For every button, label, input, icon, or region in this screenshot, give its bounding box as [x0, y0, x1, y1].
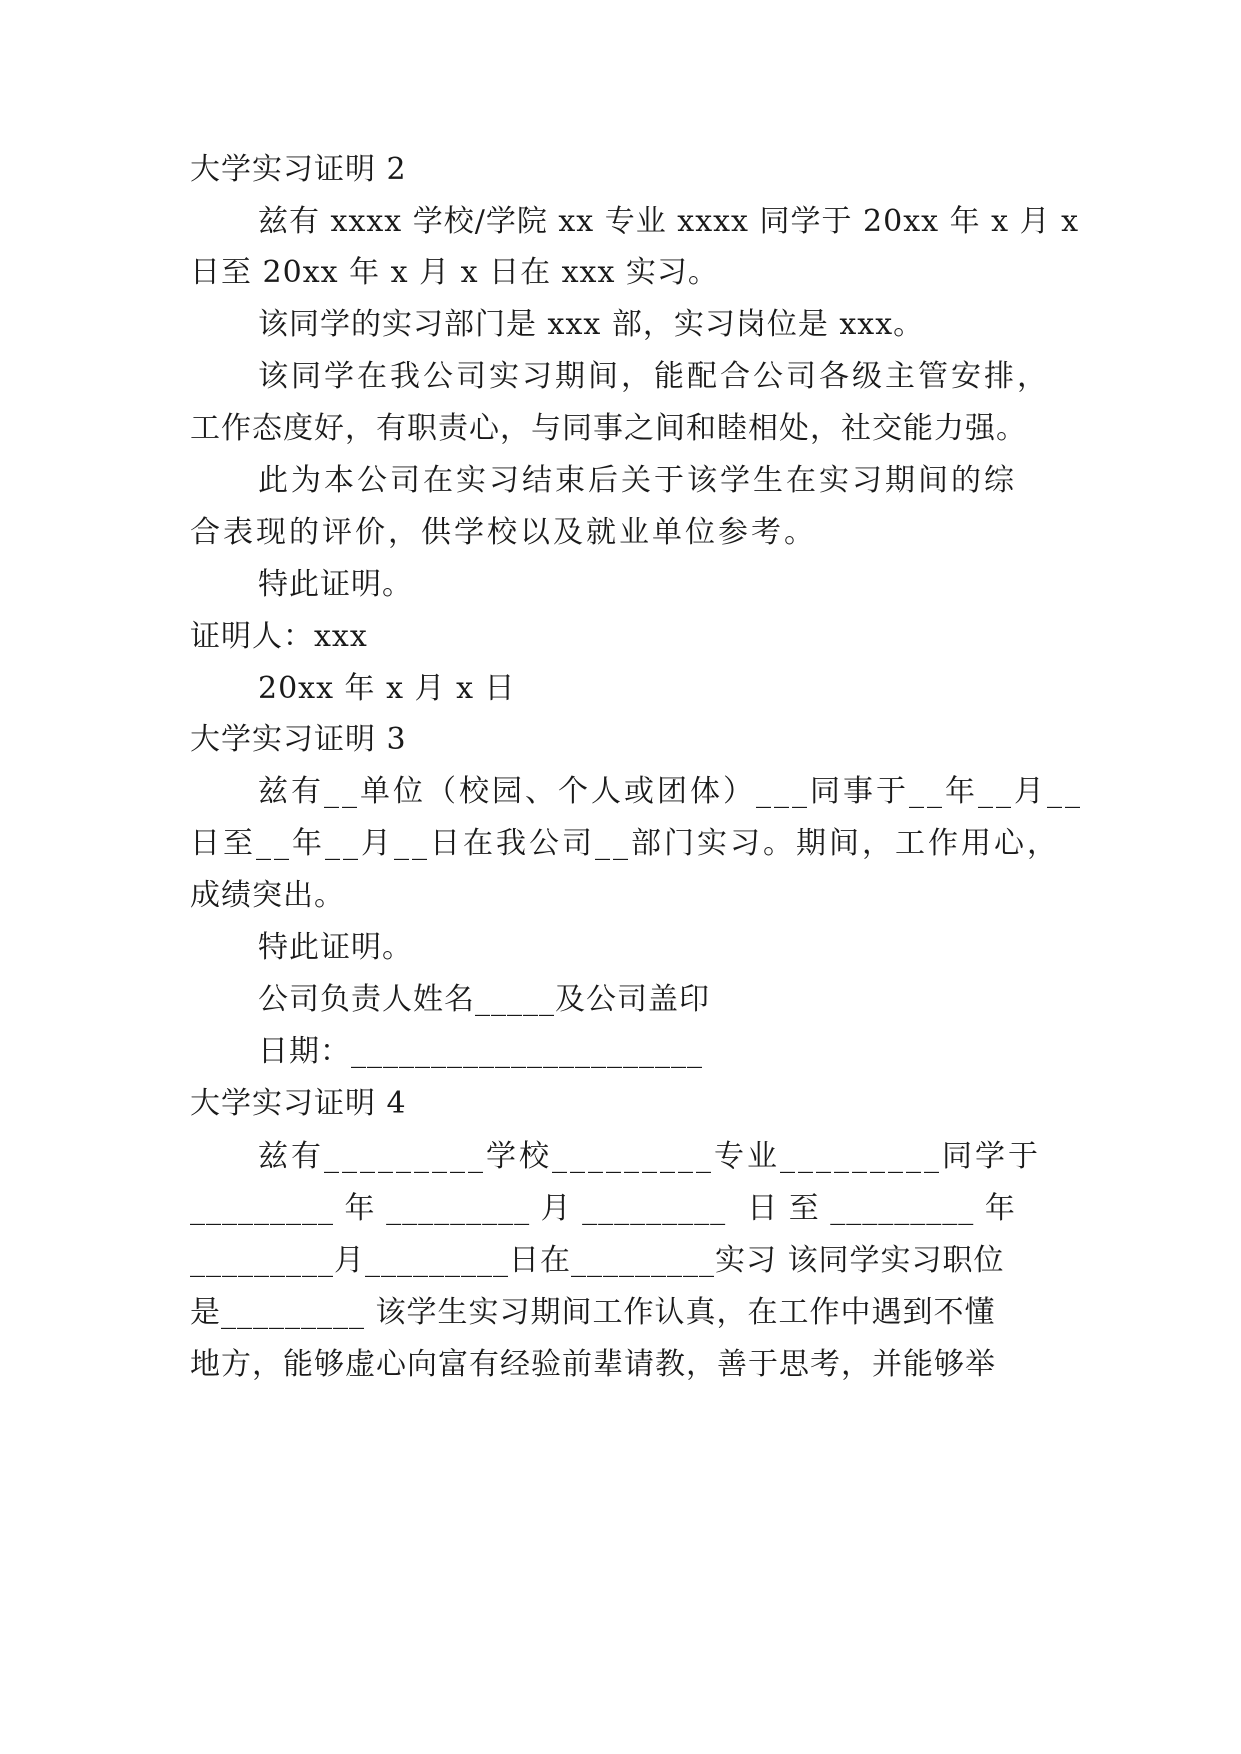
paragraph-line: 日至 20xx 年 x 月 x 日在 xxx 实习。 [190, 255, 719, 290]
certify-statement: 特此证明。 [258, 567, 413, 602]
paragraph-line: 是_________ 该学生实习期间工作认真，在工作中遇到不懂 [190, 1295, 996, 1330]
paragraph-line: 合表现的评价，供学校以及就业单位参考。 [190, 515, 817, 550]
certify-statement: 特此证明。 [258, 930, 413, 965]
paragraph-line: 日至__年__月__日在我公司__部门实习。期间，工作用心， [190, 826, 1060, 861]
signature-line: 公司负责人姓名_____及公司盖印 [258, 982, 710, 1017]
date-field-line: 日期：______________________ [258, 1034, 703, 1069]
date-line: 20xx 年 x 月 x 日 [258, 671, 516, 706]
paragraph-line: 此为本公司在实习结束后关于该学生在实习期间的综 [258, 463, 1017, 498]
paragraph-line: 工作态度好，有职责心，与同事之间和睦相处，社交能力强。 [190, 411, 1027, 446]
section-title-4: 大学实习证明 4 [190, 1086, 407, 1121]
section-title-3: 大学实习证明 3 [190, 722, 407, 757]
paragraph-line: _________月_________日在_________实习 该同学实习职位 [190, 1243, 1005, 1278]
paragraph-line: 兹有 xxxx 学校/学院 xx 专业 xxxx 同学于 20xx 年 x 月 x [258, 204, 1080, 239]
paragraph-line: 兹有__单位（校园、个人或团体）___同事于__年__月__ [258, 774, 1083, 809]
paragraph-line: 地方，能够虚心向富有经验前辈请教，善于思考，并能够举 [190, 1347, 996, 1382]
paragraph-line: 该同学的实习部门是 xxx 部，实习岗位是 xxx。 [258, 307, 925, 342]
paragraph-line: _________ 年 _________ 月 _________ 日 至 _________ 年 [190, 1191, 1016, 1226]
paragraph-line: 成绩突出。 [190, 878, 345, 913]
paragraph-line: 兹有_________学校_________专业_________同学于 [258, 1139, 1041, 1174]
section-title-2: 大学实习证明 2 [190, 152, 407, 187]
certifier-line: 证明人：xxx [190, 619, 368, 654]
paragraph-line: 该同学在我公司实习期间，能配合公司各级主管安排， [258, 359, 1050, 394]
